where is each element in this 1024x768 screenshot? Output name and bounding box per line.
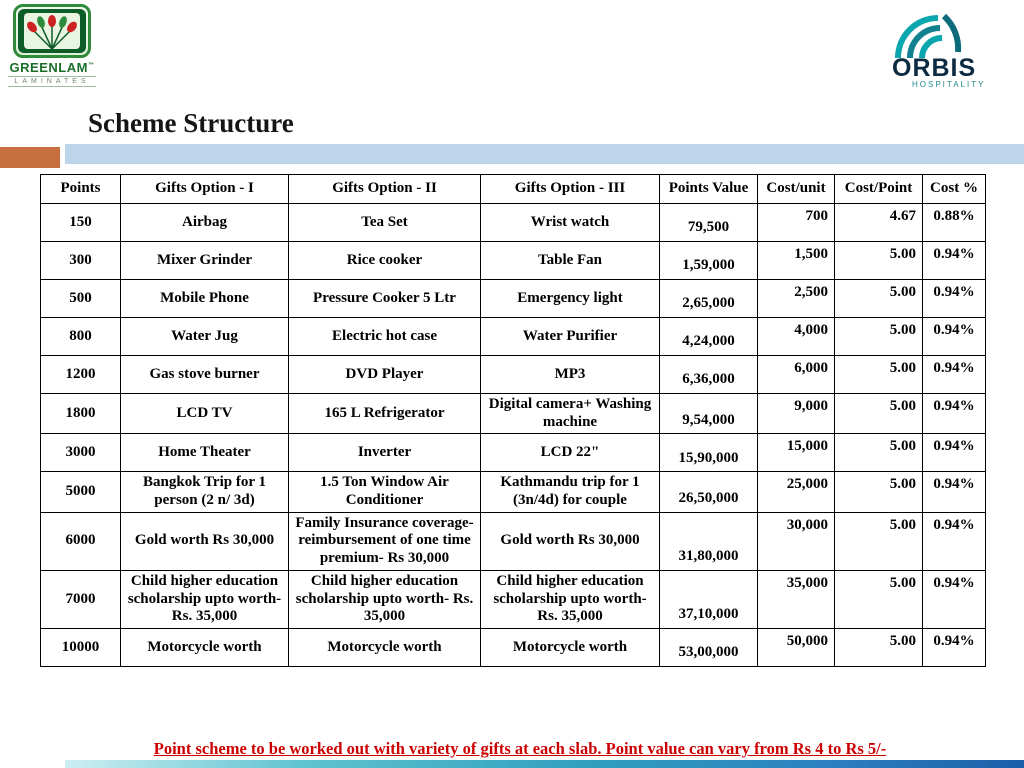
column-header: Points Value [660, 175, 758, 204]
table-cell: Electric hot case [289, 318, 481, 356]
table-cell: 1,59,000 [660, 242, 758, 280]
table-cell: 79,500 [660, 204, 758, 242]
table-cell: 6000 [41, 512, 121, 570]
table-cell: MP3 [481, 356, 660, 394]
table-cell: Home Theater [121, 434, 289, 472]
table-cell: Rice cooker [289, 242, 481, 280]
plant-icon [16, 7, 88, 55]
table-cell: Bangkok Trip for 1 person (2 n/ 3d) [121, 472, 289, 512]
orbis-logo-subtitle: HOSPITALITY [912, 80, 986, 89]
table-cell: Emergency light [481, 280, 660, 318]
table-row [41, 394, 986, 434]
table-cell: Water Jug [121, 318, 289, 356]
table-cell: 5.00 [835, 394, 923, 434]
table-cell: Child higher education scholarship upto worth- Rs. 35,000 [121, 570, 289, 628]
table-cell: Child higher education scholarship upto worth- Rs. 35,000 [289, 570, 481, 628]
table-cell: 37,10,000 [660, 570, 758, 628]
table-cell: 0.94% [923, 318, 986, 356]
table-cell: 15,000 [758, 434, 835, 472]
table-cell: 1.5 Ton Window Air Conditioner [289, 472, 481, 512]
table-cell: 0.94% [923, 628, 986, 666]
table-cell: 5.00 [835, 472, 923, 512]
table-cell: 4,000 [758, 318, 835, 356]
table-cell: Family Insurance coverage- reimbursement of one time premium- Rs 30,000 [289, 512, 481, 570]
table-cell: 25,000 [758, 472, 835, 512]
orbis-logo [878, 8, 1008, 88]
table-cell: 30,000 [758, 512, 835, 570]
table-cell: 4.67 [835, 204, 923, 242]
table-cell: Table Fan [481, 242, 660, 280]
column-header: Cost/unit [758, 175, 835, 204]
table-cell: 1,500 [758, 242, 835, 280]
table-cell: 0.94% [923, 280, 986, 318]
table-cell: 5.00 [835, 318, 923, 356]
table-cell: 5.00 [835, 356, 923, 394]
table-cell: 53,00,000 [660, 628, 758, 666]
table-row [41, 570, 986, 628]
table-cell: 7000 [41, 570, 121, 628]
orbis-wordmark: ORBIS [892, 54, 977, 82]
table-cell: Gas stove burner [121, 356, 289, 394]
table-row [41, 434, 986, 472]
table-cell: 0.94% [923, 570, 986, 628]
table-cell: 5000 [41, 472, 121, 512]
table-cell: 500 [41, 280, 121, 318]
table-cell: Inverter [289, 434, 481, 472]
table-cell: 300 [41, 242, 121, 280]
column-header: Cost/Point [835, 175, 923, 204]
column-header: Cost % [923, 175, 986, 204]
table-cell: 0.94% [923, 394, 986, 434]
column-header: Gifts Option - I [121, 175, 289, 204]
greenlam-logo-name [8, 60, 96, 75]
greenlam-logo-box [13, 4, 91, 58]
table-cell: Mixer Grinder [121, 242, 289, 280]
scheme-table [40, 174, 986, 667]
scheme-table-head [41, 175, 986, 204]
table-cell: 9,54,000 [660, 394, 758, 434]
table-cell: 5.00 [835, 242, 923, 280]
table-cell: 35,000 [758, 570, 835, 628]
table-row [41, 512, 986, 570]
accent-bar-blue [65, 144, 1024, 164]
page-title: Scheme Structure [88, 108, 294, 138]
footer-note: Point scheme to be worked out with variety of gifts at each slab. Point value can vary from Rs 4 to Rs 5/- [153, 739, 887, 758]
table-cell: DVD Player [289, 356, 481, 394]
table-row [41, 280, 986, 318]
table-cell: 5.00 [835, 512, 923, 570]
table-cell: Digital camera+ Washing machine [481, 394, 660, 434]
table-cell: LCD 22" [481, 434, 660, 472]
table-cell: 5.00 [835, 628, 923, 666]
table-cell: 1200 [41, 356, 121, 394]
table-cell: 0.88% [923, 204, 986, 242]
table-row [41, 204, 986, 242]
table-cell: Pressure Cooker 5 Ltr [289, 280, 481, 318]
greenlam-logo-subtitle: LAMINATES [8, 76, 96, 87]
table-cell: Gold worth Rs 30,000 [121, 512, 289, 570]
table-cell: Motorcycle worth [289, 628, 481, 666]
table-cell: 0.94% [923, 434, 986, 472]
bottom-gradient-bar [65, 760, 1024, 768]
table-cell: 5.00 [835, 434, 923, 472]
table-row [41, 356, 986, 394]
table-cell: Kathmandu trip for 1 (3n/4d) for couple [481, 472, 660, 512]
table-cell: 4,24,000 [660, 318, 758, 356]
table-cell: 0.94% [923, 356, 986, 394]
table-cell: 0.94% [923, 472, 986, 512]
table-cell: 700 [758, 204, 835, 242]
table-cell: Motorcycle worth [481, 628, 660, 666]
column-header: Gifts Option - III [481, 175, 660, 204]
table-cell: Tea Set [289, 204, 481, 242]
table-cell: 10000 [41, 628, 121, 666]
column-header: Gifts Option - II [289, 175, 481, 204]
table-cell: 9,000 [758, 394, 835, 434]
table-cell: Airbag [121, 204, 289, 242]
header-row [41, 175, 986, 204]
table-cell: LCD TV [121, 394, 289, 434]
table-row [41, 242, 986, 280]
table-cell: 50,000 [758, 628, 835, 666]
table-cell: 150 [41, 204, 121, 242]
table-cell: Water Purifier [481, 318, 660, 356]
table-cell: 0.94% [923, 242, 986, 280]
table-cell: Motorcycle worth [121, 628, 289, 666]
table-cell: 6,000 [758, 356, 835, 394]
greenlam-logo [8, 4, 96, 87]
table-cell: Child higher education scholarship upto worth- Rs. 35,000 [481, 570, 660, 628]
arcs-icon [884, 8, 974, 58]
table-cell: Wrist watch [481, 204, 660, 242]
accent-bar-orange [0, 147, 60, 168]
table-cell: Mobile Phone [121, 280, 289, 318]
table-row [41, 318, 986, 356]
scheme-table-body [41, 204, 986, 667]
trademark-symbol: ™ [87, 62, 95, 69]
table-cell: 165 L Refrigerator [289, 394, 481, 434]
table-cell: 2,65,000 [660, 280, 758, 318]
table-cell: 1800 [41, 394, 121, 434]
table-cell: 6,36,000 [660, 356, 758, 394]
table-cell: 3000 [41, 434, 121, 472]
table-cell: Gold worth Rs 30,000 [481, 512, 660, 570]
table-cell: 5.00 [835, 280, 923, 318]
table-cell: 26,50,000 [660, 472, 758, 512]
table-row [41, 628, 986, 666]
table-cell: 5.00 [835, 570, 923, 628]
greenlam-wordmark: GREENLAM [9, 60, 88, 75]
table-cell: 31,80,000 [660, 512, 758, 570]
column-header: Points [41, 175, 121, 204]
table-row [41, 472, 986, 512]
table-cell: 2,500 [758, 280, 835, 318]
table-cell: 0.94% [923, 512, 986, 570]
table-cell: 800 [41, 318, 121, 356]
table-cell: 15,90,000 [660, 434, 758, 472]
